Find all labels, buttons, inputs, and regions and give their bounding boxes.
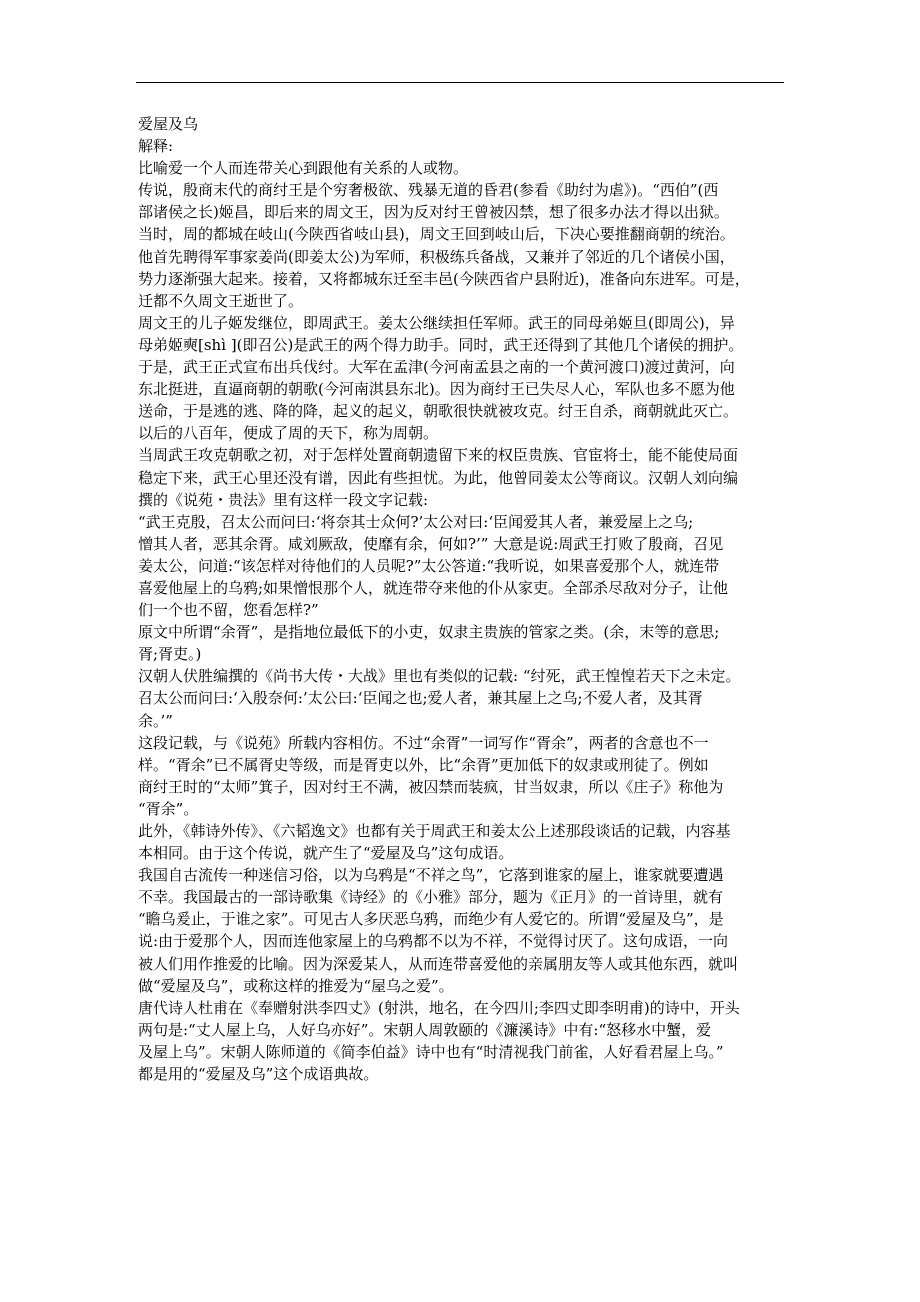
quote-line: 憎其人者，恶其余胥。咸刘厥敌，使靡有余，何如?’” 大意是说:周武王打败了殷商，召见 [138, 534, 724, 553]
text-line: 不幸。我国最古的一部诗歌集《诗经》的《小雅》部分，题为《正月》的一首诗里，就有 [138, 888, 724, 907]
text-line: 胥;胥吏。) [138, 645, 202, 664]
text-line: 两句是:“丈人屋上乌，人好乌亦好”。宋朝人周敦颐的《濂溪诗》中有:“怒移水中蟹，爱 [138, 1020, 712, 1039]
text-line: 被人们用作推爱的比喻。因为深爱某人，从而连带喜爱他的亲属朋友等人或其他东西，就叫 [138, 954, 739, 973]
text-line: 喜爱他屋上的乌鸦;如果憎恨那个人，就连带夺来他的仆从家吏。全部杀尽敌对分子，让他 [138, 578, 729, 597]
header-rule [136, 82, 784, 83]
text-line: 汉朝人伏胜编撰的《尚书大传・大战》里也有类似的记载: “纣死，武王惶惶若天下之未定。 [138, 667, 741, 686]
text-line: 样。“胥余”已不属胥史等级，而是胥吏以外，比“余胥”更加低下的奴隶或刑徒了。例如 [138, 755, 709, 774]
text-line: 及屋上乌”。宋朝人陈师道的《简李伯益》诗中也有“时清视我门前雀，人好看君屋上乌。” [138, 1042, 724, 1061]
quote-line: “武王克殷，召太公而问曰:‘将奈其士众何?’太公对曰:‘臣闻爱其人者，兼爱屋上之乌; [138, 512, 694, 531]
text-line: “胥余”。 [138, 799, 199, 818]
text-line: “瞻乌爰止，于谁之家”。可见古人多厌恶乌鸦，而绝少有人爱它的。所谓“爱屋及乌”，是 [138, 910, 724, 929]
document-body [138, 113, 788, 1085]
text-line: 唐代诗人杜甫在《奉赠射洪李四丈》(射洪，地名，在今四川;李四丈即李明甫)的诗中，开头 [138, 998, 740, 1017]
text-line: 此外，《韩诗外传》、《六韬逸文》也都有关于周武王和姜太公上述那段谈话的记载，内容基 [138, 822, 731, 840]
document-title: 爱屋及乌 [138, 115, 199, 133]
text-line: 送命，于是逃的逃、降的降，起义的起义，朝歌很快就被攻克。纣王自杀，商朝就此灭亡。 [138, 402, 739, 421]
text-line: 这段记载，与《说苑》所载内容相仿。不过“余胥”一词写作“胥余”，两者的含意也不一 [138, 733, 709, 752]
text-line: 余。’” [138, 711, 173, 730]
text-line: 们一个也不留，您看怎样?” [138, 601, 319, 620]
text-line: 部诸侯之长)姬昌，即后来的周文王，因为反对纣王曾被囚禁，想了很多办法才得以出狱。 [138, 203, 729, 222]
text-line: 撰的《说苑・贵法》里有这样一段文字记载: [138, 490, 429, 509]
text-line: 说:由于爱那个人，因而连他家屋上的乌鸦都不以为不祥，不觉得讨厌了。这句成语，一向 [138, 932, 729, 951]
text-line: 我国自古流传一种迷信习俗，以为乌鸦是“不祥之鸟”，它落到谁家的屋上，谁家就要遭遇 [138, 866, 724, 885]
text-line: 他首先聘得军事家姜尚(即姜太公)为军师，积极练兵备战，又兼并了邻近的几个诸侯小国， [138, 247, 735, 266]
text-line: 原文中所谓“余胥”，是指地位最低下的小吏，奴隶主贵族的管家之类。(余，末等的意思; [138, 623, 720, 642]
text-line: 召太公而问曰:‘入殷奈何:’太公曰:‘臣闻之也;爱人者，兼其屋上之乌;不爱人者，及其胥 [138, 689, 703, 708]
text-line: 都是用的“爱屋及乌”这个成语典故。 [138, 1065, 379, 1084]
text-line: 迁都不久周文王逝世了。 [138, 291, 304, 310]
definition-line: 比喻爱一个人而连带关心到跟他有关系的人或物。 [138, 159, 469, 178]
text-line: 姜太公，问道:“该怎样对待他们的人员呢?”太公答道:“我听说，如果喜爱那个人，就连带 [138, 556, 720, 575]
text-line: 于是，武王正式宣布出兵伐纣。大军在孟津(今河南孟县之南的一个黄河渡口)渡过黄河，向 [138, 358, 735, 377]
text-line: 周文王的儿子姬发继位，即周武王。姜太公继续担任军师。武王的同母弟姬旦(即周公)，异 [138, 313, 735, 332]
text-line: 稳定下来，武王心里还没有谱，因此有些担忧。为此，他曾同姜太公等商议。汉朝人刘向编 [138, 468, 739, 487]
text-line: 做“爱屋及乌”，或称这样的推爱为“屋乌之爱”。 [138, 976, 454, 995]
text-line: 当时，周的都城在岐山(今陕西省岐山县)，周文王回到岐山后，下决心要推翻商朝的统治。 [138, 225, 735, 244]
text-line: 势力逐渐强大起来。接着，又将都城东迁至丰邑(今陕西省户县附近)，准备向东进军。可是， [138, 269, 750, 288]
section-label-explanation: 解释: [138, 137, 174, 156]
text-line: 母弟姬奭[shì ](即召公)是武王的两个得力助手。同时，武王还得到了其他几个诸侯的拥护。 [138, 335, 744, 354]
text-line: 本相同。由于这个传说，就产生了“爱屋及乌”这句成语。 [138, 844, 514, 863]
text-line: 商纣王时的“太师”箕子，因对纣王不满，被囚禁而装疯，甘当奴隶，所以《庄子》称他为 [138, 777, 724, 796]
text-line: 东北挺进，直逼商朝的朝歌(今河南淇县东北)。因为商纣王已失尽人心，军队也多不愿为他 [138, 380, 735, 399]
text-line: 当周武王攻克朝歌之初，对于怎样处置商朝遗留下来的权臣贵族、官宦将士，能不能使局面 [138, 446, 739, 465]
text-line: 以后的八百年，便成了周的天下，称为周朝。 [138, 424, 439, 443]
text-line: 传说，殷商末代的商纣王是个穷奢极欲、残暴无道的昏君(参看《助纣为虐》)。“西伯”(西 [138, 181, 719, 200]
